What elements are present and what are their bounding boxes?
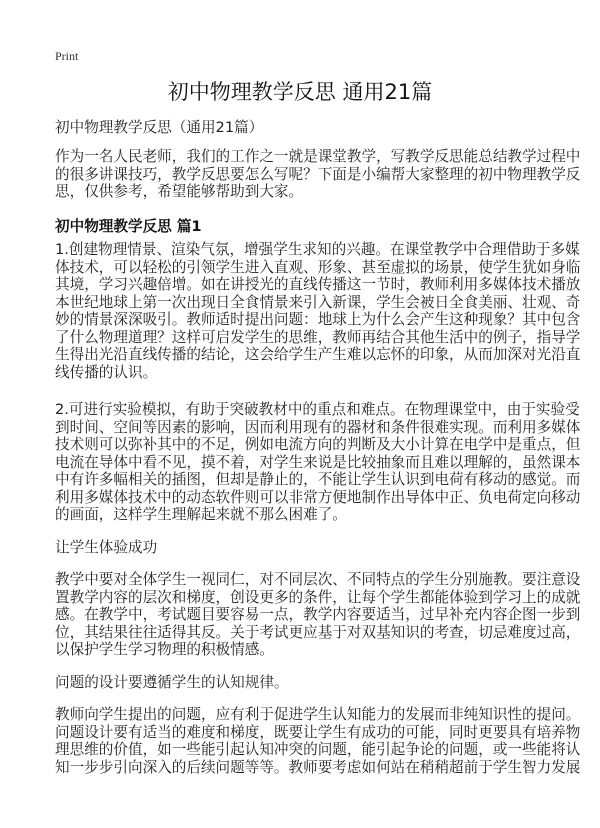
text-line: 技术则可以弥补其中的不足，例如电流方向的判断及大小计算在电学中是重点，但: [55, 436, 581, 453]
paragraph-3: [55, 571, 581, 659]
section-heading-1: 初中物理教学反思 篇1: [55, 218, 202, 235]
intro-paragraph: [55, 148, 581, 201]
text-line: 生得出光沿直线传播的结论，这会给学生产生难以忘怀的印象，从而加深对光沿直: [55, 346, 581, 363]
text-line: 知一步步引向深入的后续问题等等。教师要考虑如何站在稍稍超前于学生智力发展: [55, 758, 581, 776]
text-line: 问题设计要有适当的难度和梯度，既要让学生有成功的可能，同时更要具有培养物: [55, 723, 581, 741]
text-line: 电流在导体中看不见，摸不着，对学生来说是比较抽象而且难以理解的，虽然课本: [55, 453, 581, 471]
paragraph-1: [55, 241, 581, 381]
page-title: 初中物理教学反思 通用21篇: [167, 80, 433, 104]
text-line: 思，仅供参考，希望能够帮助到大家。: [55, 183, 304, 200]
text-line: 本世纪地球上第一次出现日全食情景来引入新课，学生会被日全食美丽、壮观、奇: [55, 293, 581, 311]
text-line: 位，其结果往往适得其反。关于考试更应基于对双基知识的考查，切忌难度过高，: [55, 623, 581, 641]
text-line: 了什么物理道理？这样可启发学生的思维，教师再结合其他生活中的例子，指导学: [55, 328, 581, 346]
text-line: 作为一名人民老师，我们的工作之一就是课堂教学，写教学反思能总结教学过程中: [55, 148, 581, 165]
text-line: 到时间、空间等因素的影响，因而利用现有的器材和条件很难实现。而利用多媒体: [55, 418, 581, 436]
text-line: 以保护学生学习物理的积极情感。: [55, 641, 274, 658]
text-line: 线传播的认识。: [55, 363, 158, 381]
text-line: 置教学内容的层次和梯度，创设更多的条件，让每个学生都能体验到学习上的成就: [55, 588, 581, 606]
text-line: 2.可进行实验模拟，有助于突破教材中的重点和难点。在物理课堂中，由于实验受: [55, 401, 580, 418]
text-line: 的很多讲课技巧，教学反思要怎么写呢？下面是小编帮大家整理的初中物理教学反: [55, 165, 581, 183]
text-line: 感。在教学中，考试题目要容易一点，教学内容要适当，过早补充内容企图一步到: [55, 606, 581, 623]
text-line: 中有许多幅相关的插图，但却是静止的，不能让学生认识到电荷有移动的感觉。而: [55, 471, 581, 488]
paragraph-4: [55, 706, 581, 776]
subheading-experience-success: 让学生体验成功: [55, 539, 158, 556]
subheading-question-design: 问题的设计要遵循学生的认知规律。: [55, 674, 289, 691]
text-line: 利用多媒体技术中的动态软件则可以非常方便地制作出导体中正、负电荷定向移动: [55, 488, 581, 506]
text-line: 教学中要对全体学生一视同仁，对不同层次、不同特点的学生分别施教。要注意设: [55, 571, 581, 588]
paragraph-2: [55, 401, 581, 524]
text-line: 1.创建物理情景、渲染气氛，增强学生求知的兴趣。在课堂教学中合理借助于多媒: [55, 241, 580, 258]
print-link[interactable]: Print: [55, 49, 79, 63]
document-subtitle: 初中物理教学反思（通用21篇）: [55, 119, 264, 136]
text-line: 其境，学习兴趣倍增。如在讲授光的直线传播这一节时，教师利用多媒体技术播放: [55, 276, 581, 293]
text-line: 理思维的价值，如一些能引起认知冲突的问题，能引起争论的问题，或一些能将认: [55, 741, 581, 758]
text-line: 的画面，这样学生理解起来就不那么困难了。: [55, 506, 347, 523]
text-line: 妙的情景深深吸引。教师适时提出问题：地球上为什么会产生这种现象？其中包含: [55, 311, 581, 328]
text-line: 教师向学生提出的问题，应有利于促进学生认知能力的发展而非纯知识性的提问。: [55, 706, 581, 723]
text-line: 体技术，可以轻松的引领学生进入直观、形象、甚至虚拟的场景，使学生犹如身临: [55, 258, 581, 276]
